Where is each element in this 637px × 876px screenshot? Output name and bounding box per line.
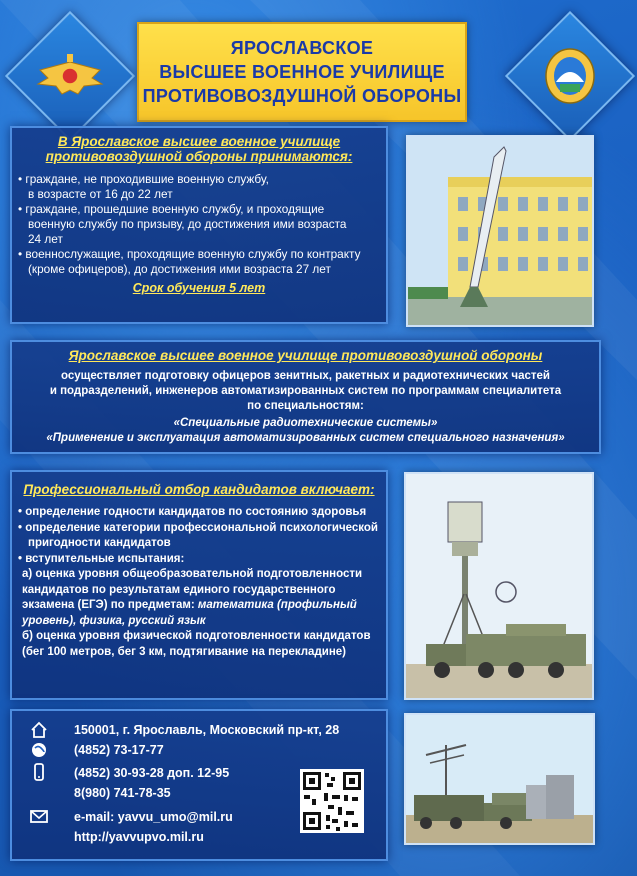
admission-item: в возрасте от 16 до 22 лет	[28, 187, 173, 201]
admission-item: • граждане, не проходившие военную службу,	[18, 172, 386, 187]
admission-panel	[10, 126, 388, 324]
selection-heading: Профессиональный отбор кандидатов включает:	[23, 482, 375, 497]
phone-1: (4852) 73-17-77	[74, 743, 164, 757]
selection-item: • определение годности кандидатов по состоянию здоровья	[18, 505, 386, 521]
about-line: по специальностям:	[247, 400, 364, 412]
eagle-icon	[26, 32, 114, 120]
title-line-2: ВЫСШЕЕ ВОЕННОЕ УЧИЛИЩЕ	[159, 62, 445, 82]
selection-item: (бег 100 метров, бег 3 км, подтягивание на перекладине)	[22, 645, 346, 658]
selection-item: а) оценка уровня общеобразовательной подготовленности	[22, 568, 363, 580]
globe-icon	[30, 741, 48, 759]
title-line-3: ПРОТИВОВОЗДУШНОЙ ОБОРОНЫ	[142, 86, 462, 106]
air-force-emblem	[5, 11, 135, 141]
phone-icon	[30, 763, 48, 781]
about-heading: Ярославское высшее военное училище противовоздушной обороны	[68, 348, 543, 363]
academy-building-photo	[406, 135, 594, 327]
school-emblem	[505, 11, 635, 141]
selection-item: б) оценка уровня физической подготовленности кандидатов	[22, 630, 371, 642]
selection-item: пригодности кандидатов	[28, 537, 171, 549]
about-panel	[10, 340, 601, 454]
about-line: и подразделений, инженеров автоматизированных систем по программам специалитета	[49, 385, 562, 397]
admission-item: 24 лет	[28, 232, 63, 246]
admission-item: (кроме офицеров), до достижения ими возраста 27 лет	[28, 262, 331, 276]
admission-heading-2: противовоздушной обороны принимаются:	[45, 149, 353, 164]
selection-item: кандидатов по результатам единого государственного	[22, 583, 336, 596]
about-line: осуществляет подготовку офицеров зенитных, ракетных и радиотехнических частей	[61, 370, 550, 382]
selection-item: • вступительные испытания:	[18, 552, 386, 568]
admission-heading-1: В Ярославское высшее военное училище	[57, 134, 341, 149]
subjects-text: математика (профильный	[197, 599, 357, 611]
email-text[interactable]: e-mail: yavvu_umo@mil.ru	[74, 810, 233, 824]
admission-item: военную службу по призыву, до достижения ими возраста	[28, 217, 347, 231]
qr-code[interactable]	[300, 769, 364, 833]
title-line-1: ЯРОСЛАВСКОЕ	[230, 38, 374, 58]
study-term: Срок обучения 5 лет	[132, 281, 266, 295]
page-title	[137, 22, 467, 122]
selection-item: • определение категории профессиональной психологической	[18, 521, 386, 537]
website-link[interactable]: http://yavvupvo.mil.ru	[74, 830, 204, 844]
phone-2: (4852) 30-93-28 доп. 12-95	[74, 766, 230, 780]
specialty-1: «Специальные радиотехнические системы»	[173, 417, 438, 429]
mail-icon	[30, 807, 48, 825]
radar-station-photo	[404, 713, 595, 845]
home-icon	[30, 721, 48, 739]
subjects-text: уровень), физика, русский язык	[22, 614, 206, 627]
contacts-panel	[10, 709, 388, 861]
admission-item: • граждане, прошедшие военную службу, и проходящие	[18, 202, 386, 217]
radar-vehicle-photo	[404, 472, 594, 700]
shield-icon	[526, 32, 614, 120]
phone-3: 8(980) 741-78-35	[74, 786, 171, 800]
specialty-2: «Применение и эксплуатация автоматизированных систем специального назначения»	[46, 432, 565, 444]
selection-item: экзамена (ЕГЭ) по предметам:	[22, 599, 198, 611]
admission-item: • военнослужащие, проходящие военную службу по контракту	[18, 247, 386, 262]
selection-panel	[10, 470, 388, 700]
address-text: 150001, г. Ярославль, Московский пр-кт, 28	[74, 723, 340, 737]
